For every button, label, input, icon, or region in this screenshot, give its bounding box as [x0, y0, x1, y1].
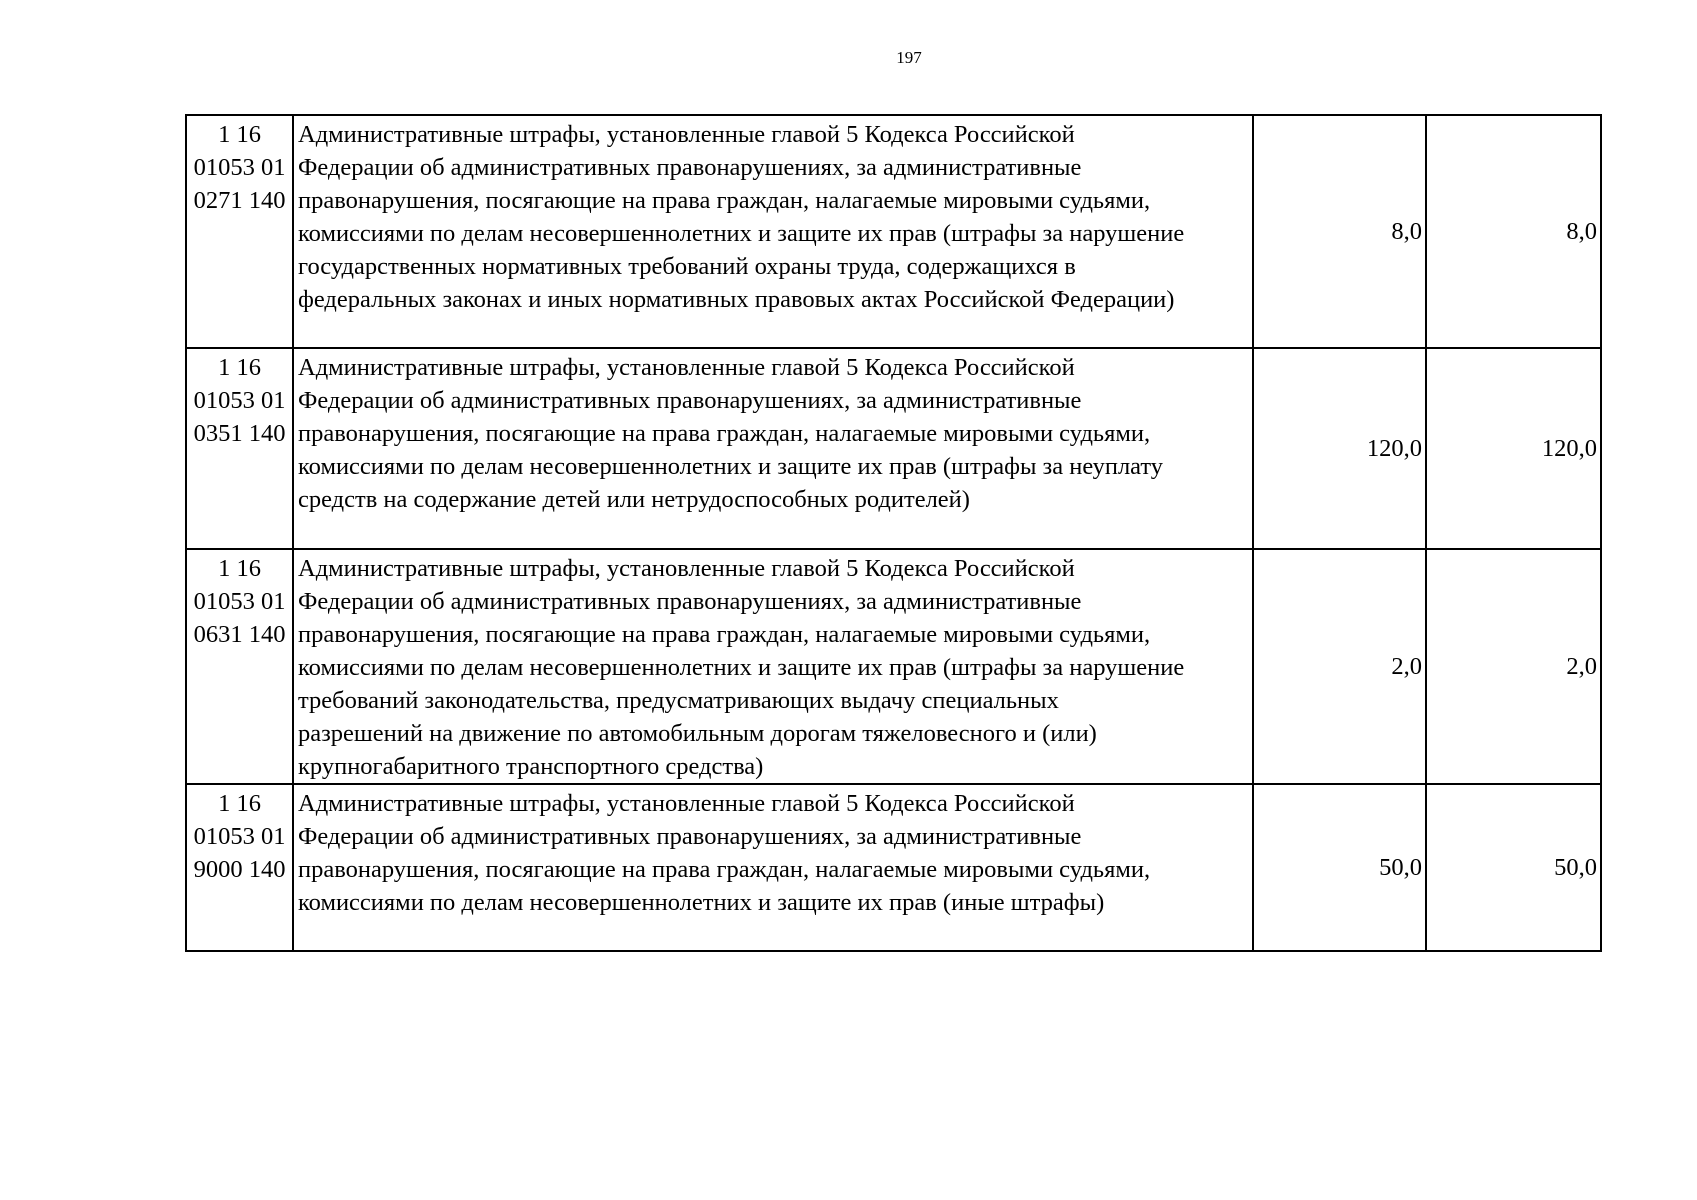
- code-line: 0271 140: [193, 187, 286, 214]
- description-line: Федерации об административных правонарушениях, за административные: [298, 823, 1082, 850]
- value-2-cell: 8,0: [1426, 115, 1601, 348]
- value-1-cell: 2,0: [1253, 549, 1426, 784]
- description-cell: [293, 115, 1253, 348]
- value-1-cell: 50,0: [1253, 784, 1426, 951]
- table-row: [186, 549, 1601, 784]
- code-line: 1 16: [218, 121, 261, 148]
- budget-table: [185, 114, 1602, 952]
- code-line: 9000 140: [193, 856, 286, 883]
- code-line: 1 16: [218, 555, 261, 582]
- value-2-cell: 2,0: [1426, 549, 1601, 784]
- description-line: Федерации об административных правонарушениях, за административные: [298, 387, 1082, 414]
- description-line: правонарушения, посягающие на права граждан, налагаемые мировыми судьями,: [298, 187, 1151, 214]
- description-line: комиссиями по делам несовершеннолетних и защите их прав (штрафы за нарушение: [298, 220, 1185, 247]
- value-2-cell: 50,0: [1426, 784, 1601, 951]
- description-line: Административные штрафы, установленные главой 5 Кодекса Российской: [298, 354, 1075, 381]
- code-line: 01053 01: [193, 387, 286, 414]
- description-line: Административные штрафы, установленные главой 5 Кодекса Российской: [298, 121, 1075, 148]
- table-row: [186, 348, 1601, 549]
- description-line: правонарушения, посягающие на права граждан, налагаемые мировыми судьями,: [298, 420, 1151, 447]
- code-line: 0631 140: [193, 621, 286, 648]
- code-cell: [186, 115, 293, 348]
- code-line: 01053 01: [193, 154, 286, 181]
- value-1-cell: 120,0: [1253, 348, 1426, 549]
- description-line: крупногабаритного транспортного средства): [298, 753, 764, 780]
- description-line: государственных нормативных требований охраны труда, содержащихся в: [298, 253, 1076, 280]
- description-line: Федерации об административных правонарушениях, за административные: [298, 588, 1082, 615]
- code-cell: [186, 549, 293, 784]
- description-line: правонарушения, посягающие на права граждан, налагаемые мировыми судьями,: [298, 856, 1151, 883]
- description-line: Административные штрафы, установленные главой 5 Кодекса Российской: [298, 555, 1075, 582]
- value-2-cell: 120,0: [1426, 348, 1601, 549]
- value-1-cell: 8,0: [1253, 115, 1426, 348]
- description-line: требований законодательства, предусматривающих выдачу специальных: [298, 687, 1059, 714]
- description-line: комиссиями по делам несовершеннолетних и защите их прав (штрафы за неуплату: [298, 453, 1164, 480]
- description-line: комиссиями по делам несовершеннолетних и защите их прав (иные штрафы): [298, 889, 1105, 916]
- description-line: Федерации об административных правонарушениях, за административные: [298, 154, 1082, 181]
- page-number: 197: [896, 48, 922, 67]
- code-cell: [186, 784, 293, 951]
- description-line: Административные штрафы, установленные главой 5 Кодекса Российской: [298, 790, 1075, 817]
- description-cell: [293, 549, 1253, 784]
- description-line: правонарушения, посягающие на права граждан, налагаемые мировыми судьями,: [298, 621, 1151, 648]
- description-cell: [293, 348, 1253, 549]
- description-line: средств на содержание детей или нетрудоспособных родителей): [298, 486, 970, 513]
- table-row: [186, 784, 1601, 951]
- code-line: 1 16: [218, 354, 261, 381]
- code-line: 1 16: [218, 790, 261, 817]
- description-line: комиссиями по делам несовершеннолетних и защите их прав (штрафы за нарушение: [298, 654, 1185, 681]
- code-line: 01053 01: [193, 588, 286, 615]
- description-line: федеральных законах и иных нормативных правовых актах Российской Федерации): [298, 286, 1175, 313]
- table-row: [186, 115, 1601, 348]
- code-line: 0351 140: [193, 420, 286, 447]
- code-cell: [186, 348, 293, 549]
- description-cell: [293, 784, 1253, 951]
- code-line: 01053 01: [193, 823, 286, 850]
- description-line: разрешений на движение по автомобильным дорогам тяжеловесного и (или): [298, 720, 1097, 747]
